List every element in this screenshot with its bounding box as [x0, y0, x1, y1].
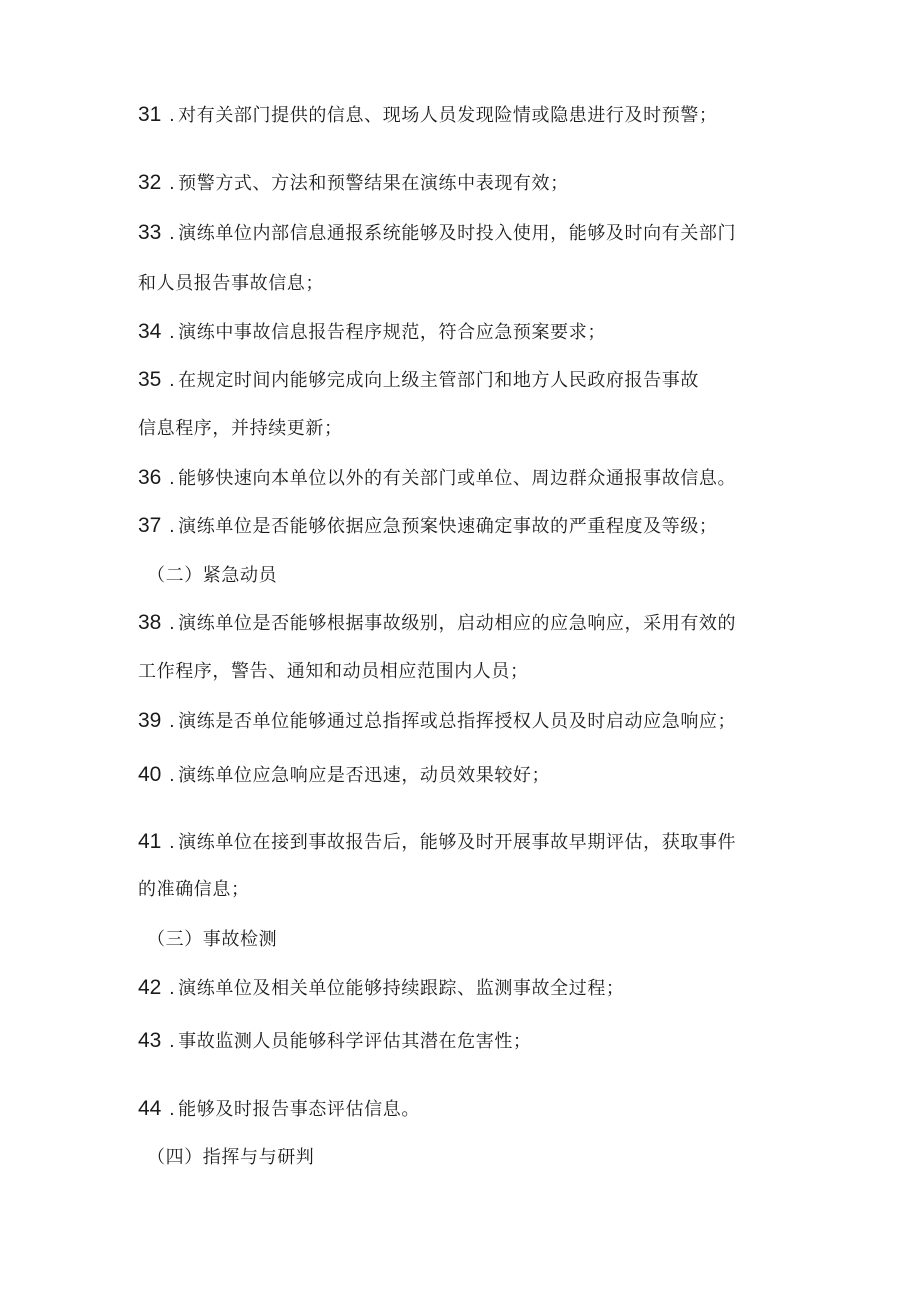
section-heading-command-and-judgment: （四）指挥与与研判	[147, 1147, 315, 1168]
item-number: 43	[138, 1029, 162, 1052]
item-42	[138, 976, 625, 1001]
item-number: 41	[138, 830, 162, 853]
item-38-continuation: 工作程序，警告、通知和动员相应范围内人员；	[138, 661, 529, 682]
item-43	[138, 1029, 532, 1054]
item-number: 44	[138, 1097, 162, 1120]
item-33	[138, 221, 736, 246]
item-separator: .	[163, 370, 176, 391]
item-text: 在规定时间内能够完成向上级主管部门和地方人民政府报告事故	[178, 370, 699, 391]
item-separator: .	[163, 516, 176, 537]
item-separator: .	[163, 613, 176, 634]
item-separator: .	[163, 711, 176, 732]
item-number: 40	[138, 763, 162, 786]
item-separator: .	[163, 173, 176, 194]
item-text: 演练是否单位能够通过总指挥或总指挥授权人员及时启动应急响应；	[178, 711, 737, 732]
item-text: 能够及时报告事态评估信息。	[178, 1099, 420, 1120]
item-text: 演练中事故信息报告程序规范，符合应急预案要求；	[178, 322, 606, 343]
item-separator: .	[163, 223, 176, 244]
item-34	[138, 320, 606, 345]
item-37	[138, 514, 718, 539]
item-number: 34	[138, 320, 162, 343]
item-separator: .	[163, 832, 176, 853]
item-text: 预警方式、方法和预警结果在演练中表现有效；	[178, 173, 569, 194]
item-number: 39	[138, 709, 162, 732]
item-31	[138, 103, 718, 128]
item-number: 38	[138, 611, 162, 634]
item-separator: .	[163, 765, 176, 786]
item-separator: .	[163, 978, 176, 999]
item-text: 演练单位及相关单位能够持续跟踪、监测事故全过程；	[178, 978, 625, 999]
item-number: 42	[138, 976, 162, 999]
item-number: 33	[138, 221, 162, 244]
item-35	[138, 368, 699, 393]
item-separator: .	[163, 322, 176, 343]
item-text: 演练单位是否能够依据应急预案快速确定事故的严重程度及等级；	[178, 516, 718, 537]
item-separator: .	[163, 468, 176, 489]
item-text: 对有关部门提供的信息、现场人员发现险情或隐患进行及时预警；	[178, 105, 718, 126]
item-separator: .	[163, 105, 176, 126]
section-heading-accident-detection: （三）事故检测	[147, 929, 278, 950]
item-text: 演练单位是否能够根据事故级别，启动相应的应急响应，采用有效的	[178, 613, 737, 634]
item-41	[138, 830, 736, 855]
item-40	[138, 763, 550, 788]
item-number: 31	[138, 103, 162, 126]
item-35-continuation: 信息程序，并持续更新；	[138, 418, 343, 439]
item-32	[138, 171, 569, 196]
item-number: 35	[138, 368, 162, 391]
item-text: 演练单位应急响应是否迅速，动员效果较好；	[178, 765, 551, 786]
section-heading-emergency-mobilization: （二）紧急动员	[147, 565, 278, 586]
item-text: 演练单位内部信息通报系统能够及时投入使用，能够及时向有关部门	[178, 223, 737, 244]
item-separator: .	[163, 1099, 176, 1120]
item-text: 事故监测人员能够科学评估其潜在危害性；	[178, 1031, 532, 1052]
item-44	[138, 1097, 420, 1122]
item-41-continuation: 的准确信息；	[138, 879, 250, 900]
item-number: 32	[138, 171, 162, 194]
item-text: 能够快速向本单位以外的有关部门或单位、周边群众通报事故信息。	[178, 468, 737, 489]
item-separator: .	[163, 1031, 176, 1052]
item-number: 36	[138, 466, 162, 489]
item-38	[138, 611, 736, 636]
item-39	[138, 709, 736, 734]
item-number: 37	[138, 514, 162, 537]
item-text: 演练单位在接到事故报告后，能够及时开展事故早期评估，获取事件	[178, 832, 737, 853]
item-36	[138, 466, 736, 491]
item-33-continuation: 和人员报告事故信息；	[138, 273, 324, 294]
